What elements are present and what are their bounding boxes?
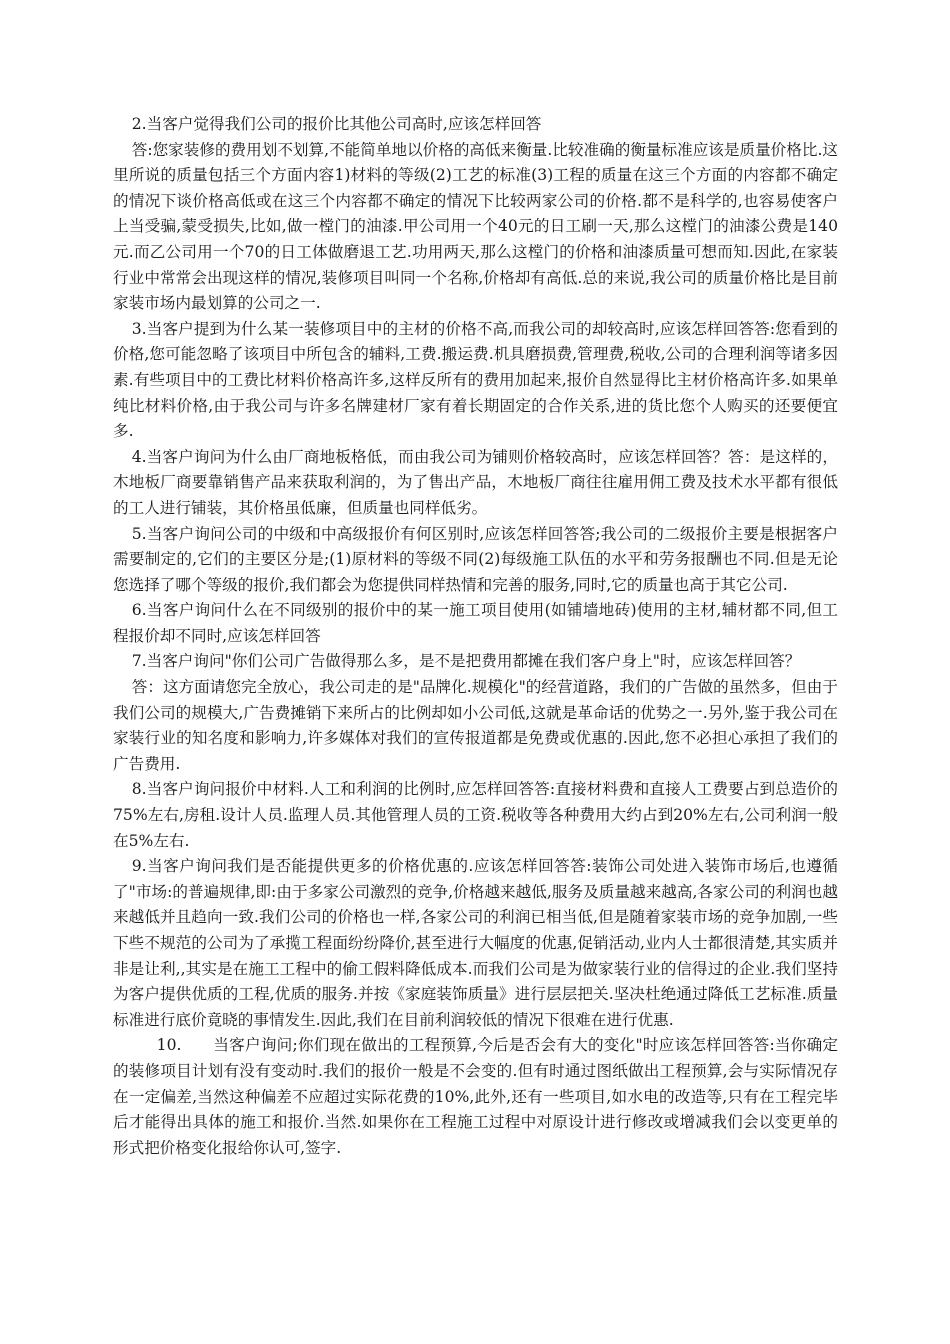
question-7-paragraph: 7.当客户询问"你们公司广告做得那么多，是不是把费用都摊在我们客户身上"时，应该怎样回答？	[131, 652, 801, 671]
question-10-paragraph: 10. 当客户询问;你们现在做出的工程预算,今后是否会有大的变化"时应该怎样回答答:当你确定的装修项目计划有没有变动时.我们的报价一般是不会变的.但有时通过图纸做出工程预算,会与实际情况存在一定偏差,当然这种偏差不应超过实际花费的10%,此外,还有一些项目,如水电的改造等,只有在工程完毕后才能得出具体的施工和报价.当然.如果你在工程施工过程中对原设计进行修改或增减我们会以变更单的形式把价格变化报给你认可,签字.	[113, 1036, 838, 1157]
question-6-paragraph: 6.当客户询问什么在不同级别的报价中的某一施工项目使用(如铺墙地砖)使用的主材,辅材都不同,但工程报价却不同时,应该怎样回答	[113, 601, 838, 645]
answer-7-paragraph: 答：这方面请您完全放心，我公司走的是"品牌化.规模化"的经营道路，我们的广告做的虽然多，但由于我们公司的规模大,广告费摊销下来所占的比例却如小公司低,这就是革命话的优势之一.另外,鉴于我公司在家装行业的知名度和影响力,许多媒体对我们的宣传报道都是免费或优惠的.因此,您不必担心承担了我们的广告费用.	[113, 678, 838, 773]
document-page	[113, 112, 838, 1161]
question-9-paragraph: 9.当客户询问我们是否能提供更多的价格优惠的.应该怎样回答答:装饰公司处进入装饰市场后,也遵循了"市场:的普遍规律,即:由于多家公司激烈的竞争,价格越来越低,服务及质量越来越高,各家公司的利润也越来越低并且趋向一致.我们公司的价格也一样,各家公司的利润已相当低,但是随着家装市场的竞争加剧,一些下些不规范的公司为了承揽工程面纷纷降价,甚至进行大幅度的优惠,促销活动,业内人士都很清楚,其实质并非是让利,,其实是在施工工程中的偷工假料降低成本.而我们公司是为做家装行业的信得过的企业.我们坚持为客户提供优质的工程,优质的服务.并按《家庭装饰质量》进行层层把关.坚决杜绝通过降低工艺标准.质量标准进行底价竟晓的事情发生.因此,我们在目前利润较低的情况下很难在进行优惠.	[113, 857, 838, 1029]
answer-2-paragraph: 答:您家装修的费用划不划算,不能简单地以价格的高低来衡量.比较准确的衡量标准应该是质量价格比.这里所说的质量包括三个方面内容1)材料的等级(2)工艺的标准(3)工程的质量在这三个方面的内容都不确定的情况下谈价格高低或在这三个内容都不确定的情况下比较两家公司的价格.都不是科学的,也容易使客户上当受骗,蒙受损失,比如,做一樘门的油漆.甲公司用一个40元的日工刷一天,那么这樘门的油漆公费是140元.而乙公司用一个70的日工体做磨退工艺.功用两天,那么这樘门的价格和油漆质量可想而知.因此,在家装行业中常常会出现这样的情况,装修项目叫同一个名称,价格却有高低.总的来说,我公司的质量价格比是目前家装市场内最划算的公司之一.	[113, 140, 838, 313]
question-2-heading: 2.当客户觉得我们公司的报价比其他公司高时,应该怎样回答	[131, 115, 542, 133]
question-8-paragraph: 8.当客户询问报价中材料.人工和利润的比例时,应怎样回答答:直接材料费和直接人工费要占到总造价的75%左右,房租.设计人员.监理人员.其他管理人员的工资.税收等各种费用大约占到20%左右,公司利润一般在5%左右.	[113, 780, 838, 850]
question-4-paragraph: 4.当客户询问为什么由厂商地板格低，而由我公司为铺则价格较高时，应该怎样回答？答：是这样的，木地板厂商要靠销售产品来获取利润的，为了售出产品，木地板厂商往往雇用佣工费及技术水平都有很低的工人进行铺装，其价格虽低廉，但质量也同样低劣。	[113, 447, 838, 517]
question-3-paragraph: 3.当客户提到为什么某一装修项目中的主材的价格不高,而我公司的却较高时,应该怎样回答答:您看到的价格,您可能忽略了该项目中所包含的辅料,工费.搬运费.机具磨损费,管理费,税收,公司的合理利润等诸多因素.有些项目中的工费比材料价格高许多,这样反所有的费用加起来,报价自然显得比主材价格高许多.如果单纯比材料价格,由于我公司与许多名牌建材厂家有着长期固定的合作关系,进的货比您个人购买的还要便宜多.	[113, 319, 838, 441]
question-5-paragraph: 5.当客户询问公司的中级和中高级报价有何区别时,应该怎样回答答;我公司的二级报价主要是根据客户需要制定的,它们的主要区分是;(1)原材料的等级不同(2)每级施工队伍的水平和劳务报酬也不同.但是无论您选择了哪个等级的报价,我们都会为您提供同样热情和完善的服务,同时,它的质量也高于其它公司.	[113, 524, 838, 594]
